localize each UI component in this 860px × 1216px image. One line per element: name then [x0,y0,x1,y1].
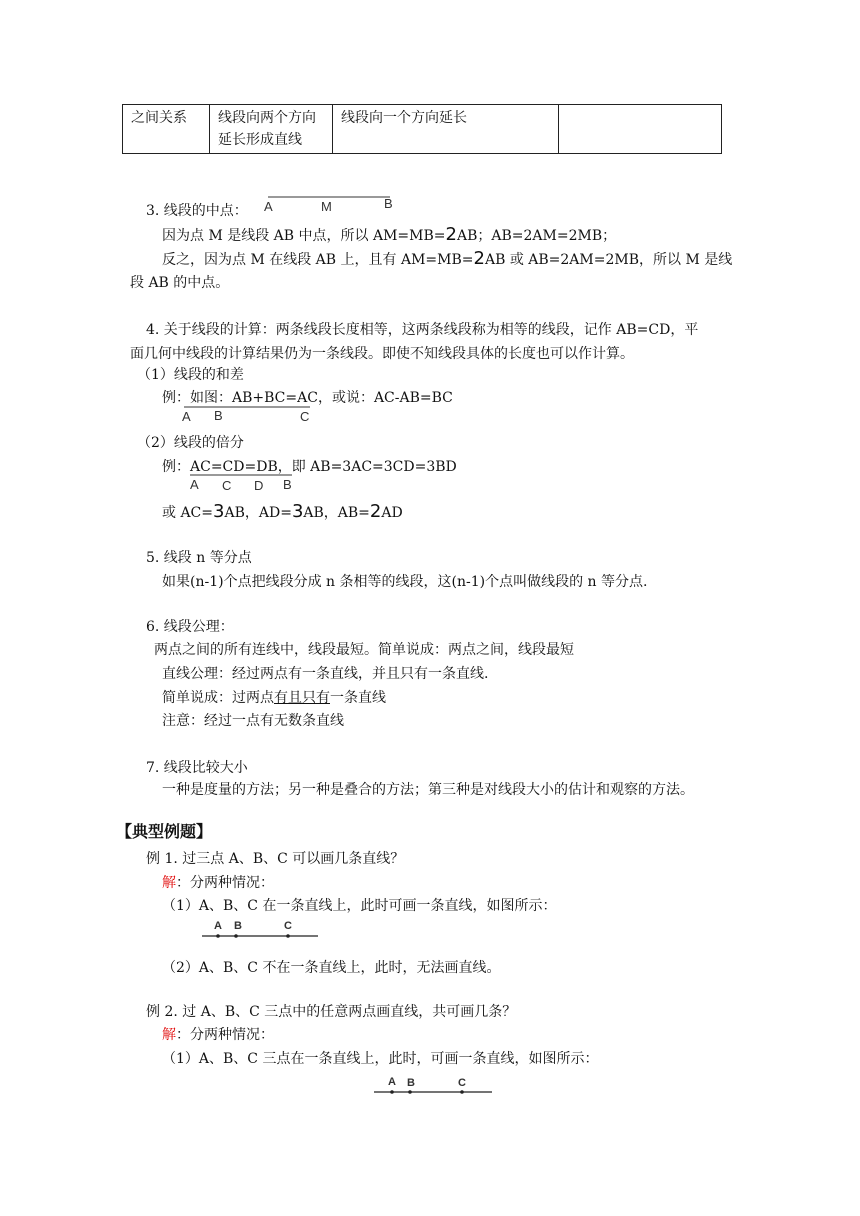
point-label: B [283,477,292,492]
example-2-solution: 解：分两种情况： [162,1027,274,1043]
table-cell: 线段向一个方向延长 [333,105,559,154]
table-cell [559,105,722,154]
section-5-title: 5. 线段 n 等分点 [146,550,252,566]
table-row [123,105,722,154]
section-4-line-1: 4. 关于线段的计算：两条线段长度相等，这两条线段称为相等的线段，记作 AB=CD，平 [146,322,699,338]
example-1-question: 例 1. 过三点 A、B、C 可以画几条直线？ [146,851,405,867]
fraction: 2 [445,224,457,245]
point-label: M [321,199,332,214]
fraction: 3 [213,501,225,522]
section-6-line-4: 注意：经过一点有无数条直线 [162,713,344,729]
collinear-figure-2 [372,1074,496,1096]
example-1-solution: 解：分两种情况： [162,875,274,891]
midpoint-figure [262,194,398,216]
section-3-title: 3. 线段的中点： [146,203,248,219]
section-4-line-2: 面几何中线段的计算结果仍为一条线段。即使不知线段具体的长度也可以作计算。 [130,346,634,362]
point-label: A [214,920,222,932]
example-sum: 例：如图：AB+BC=AC，或说：AC-AB=BC [162,390,453,406]
fraction: 2 [473,248,485,269]
example-1-case-2: （2）A、B、C 不在一条直线上，此时，无法画直线。 [162,960,501,976]
point-label: B [384,196,393,211]
section-6-title: 6. 线段公理： [146,619,234,635]
solution-label: 解 [162,1027,176,1043]
point-b [234,934,238,938]
sum-figure [178,404,318,426]
point-label: C [222,478,232,493]
section-6-line-1: 两点之间的所有连线中，线段最短。简单说成：两点之间，线段最短 [154,642,574,658]
point-c [286,934,290,938]
solution-label: 解 [162,875,176,891]
table-cell: 线段向两个方向 延长形成直线 [210,105,333,154]
relation-table [122,104,722,154]
sub-heading-multiple: （2）线段的倍分 [137,435,244,451]
example-2-case-1: （1）A、B、C 三点在一条直线上，此时，可画一条直线，如图所示： [162,1051,599,1067]
example-2-question: 例 2. 过 A、B、C 三点中的任意两点画直线，共可画几条？ [146,1004,517,1020]
point-label: C [458,1077,466,1089]
section-5-body: 如果(n-1)个点把线段分成 n 条相等的线段，这(n-1)个点叫做线段的 n 等分点. [162,574,648,590]
point-b [408,1090,412,1094]
multiple-figure [186,472,298,494]
point-label: C [284,920,292,932]
point-label: B [234,920,242,932]
point-label: C [300,409,310,424]
point-label: D [254,478,264,493]
fraction: 2 [369,501,382,522]
fraction: 3 [291,501,304,522]
point-label: A [388,1076,396,1088]
table-cell: 之间关系 [123,105,210,154]
section-6-line-2: 直线公理：经过两点有一条直线，并且只有一条直线. [162,666,489,682]
point-label: A [190,477,199,492]
section-7-title: 7. 线段比较大小 [146,760,248,776]
point-a [216,934,220,938]
point-label: A [182,409,191,424]
example-multiple: 例：AC=CD=DB，即 AB=3AC=3CD=3BD [162,459,457,475]
midpoint-line-1: 因为点 M 是线段 AB 中点，所以 AM=MB=2AB；AB=2AM=2MB； [162,224,617,245]
point-label: B [407,1077,415,1089]
point-c [460,1090,464,1094]
section-6-line-3: 简单说成：过两点有且只有一条直线 [162,690,386,706]
midpoint-line-2: 反之，因为点 M 在线段 AB 上，且有 AM=MB=2AB 或 AB=2AM=2MB，所以 M 是线 [162,248,733,269]
underlined-text: 有且只有 [274,690,330,706]
ratio-line: 或 AC=3AB，AD=3AB，AB=2AD [162,501,403,522]
example-1-case-1: （1）A、B、C 在一条直线上，此时可画一条直线，如图所示： [162,898,557,914]
collinear-figure-1 [200,918,324,940]
point-label: A [264,199,273,214]
midpoint-line-3: 段 AB 的中点。 [130,275,230,291]
point-label: B [214,408,223,423]
sub-heading-sum: （1）线段的和差 [137,367,244,383]
point-a [390,1090,394,1094]
section-7-body: 一种是度量的方法；另一种是叠合的方法；第三种是对线段大小的估计和观察的方法。 [162,782,694,798]
examples-heading: 【典型例题】 [116,822,213,841]
